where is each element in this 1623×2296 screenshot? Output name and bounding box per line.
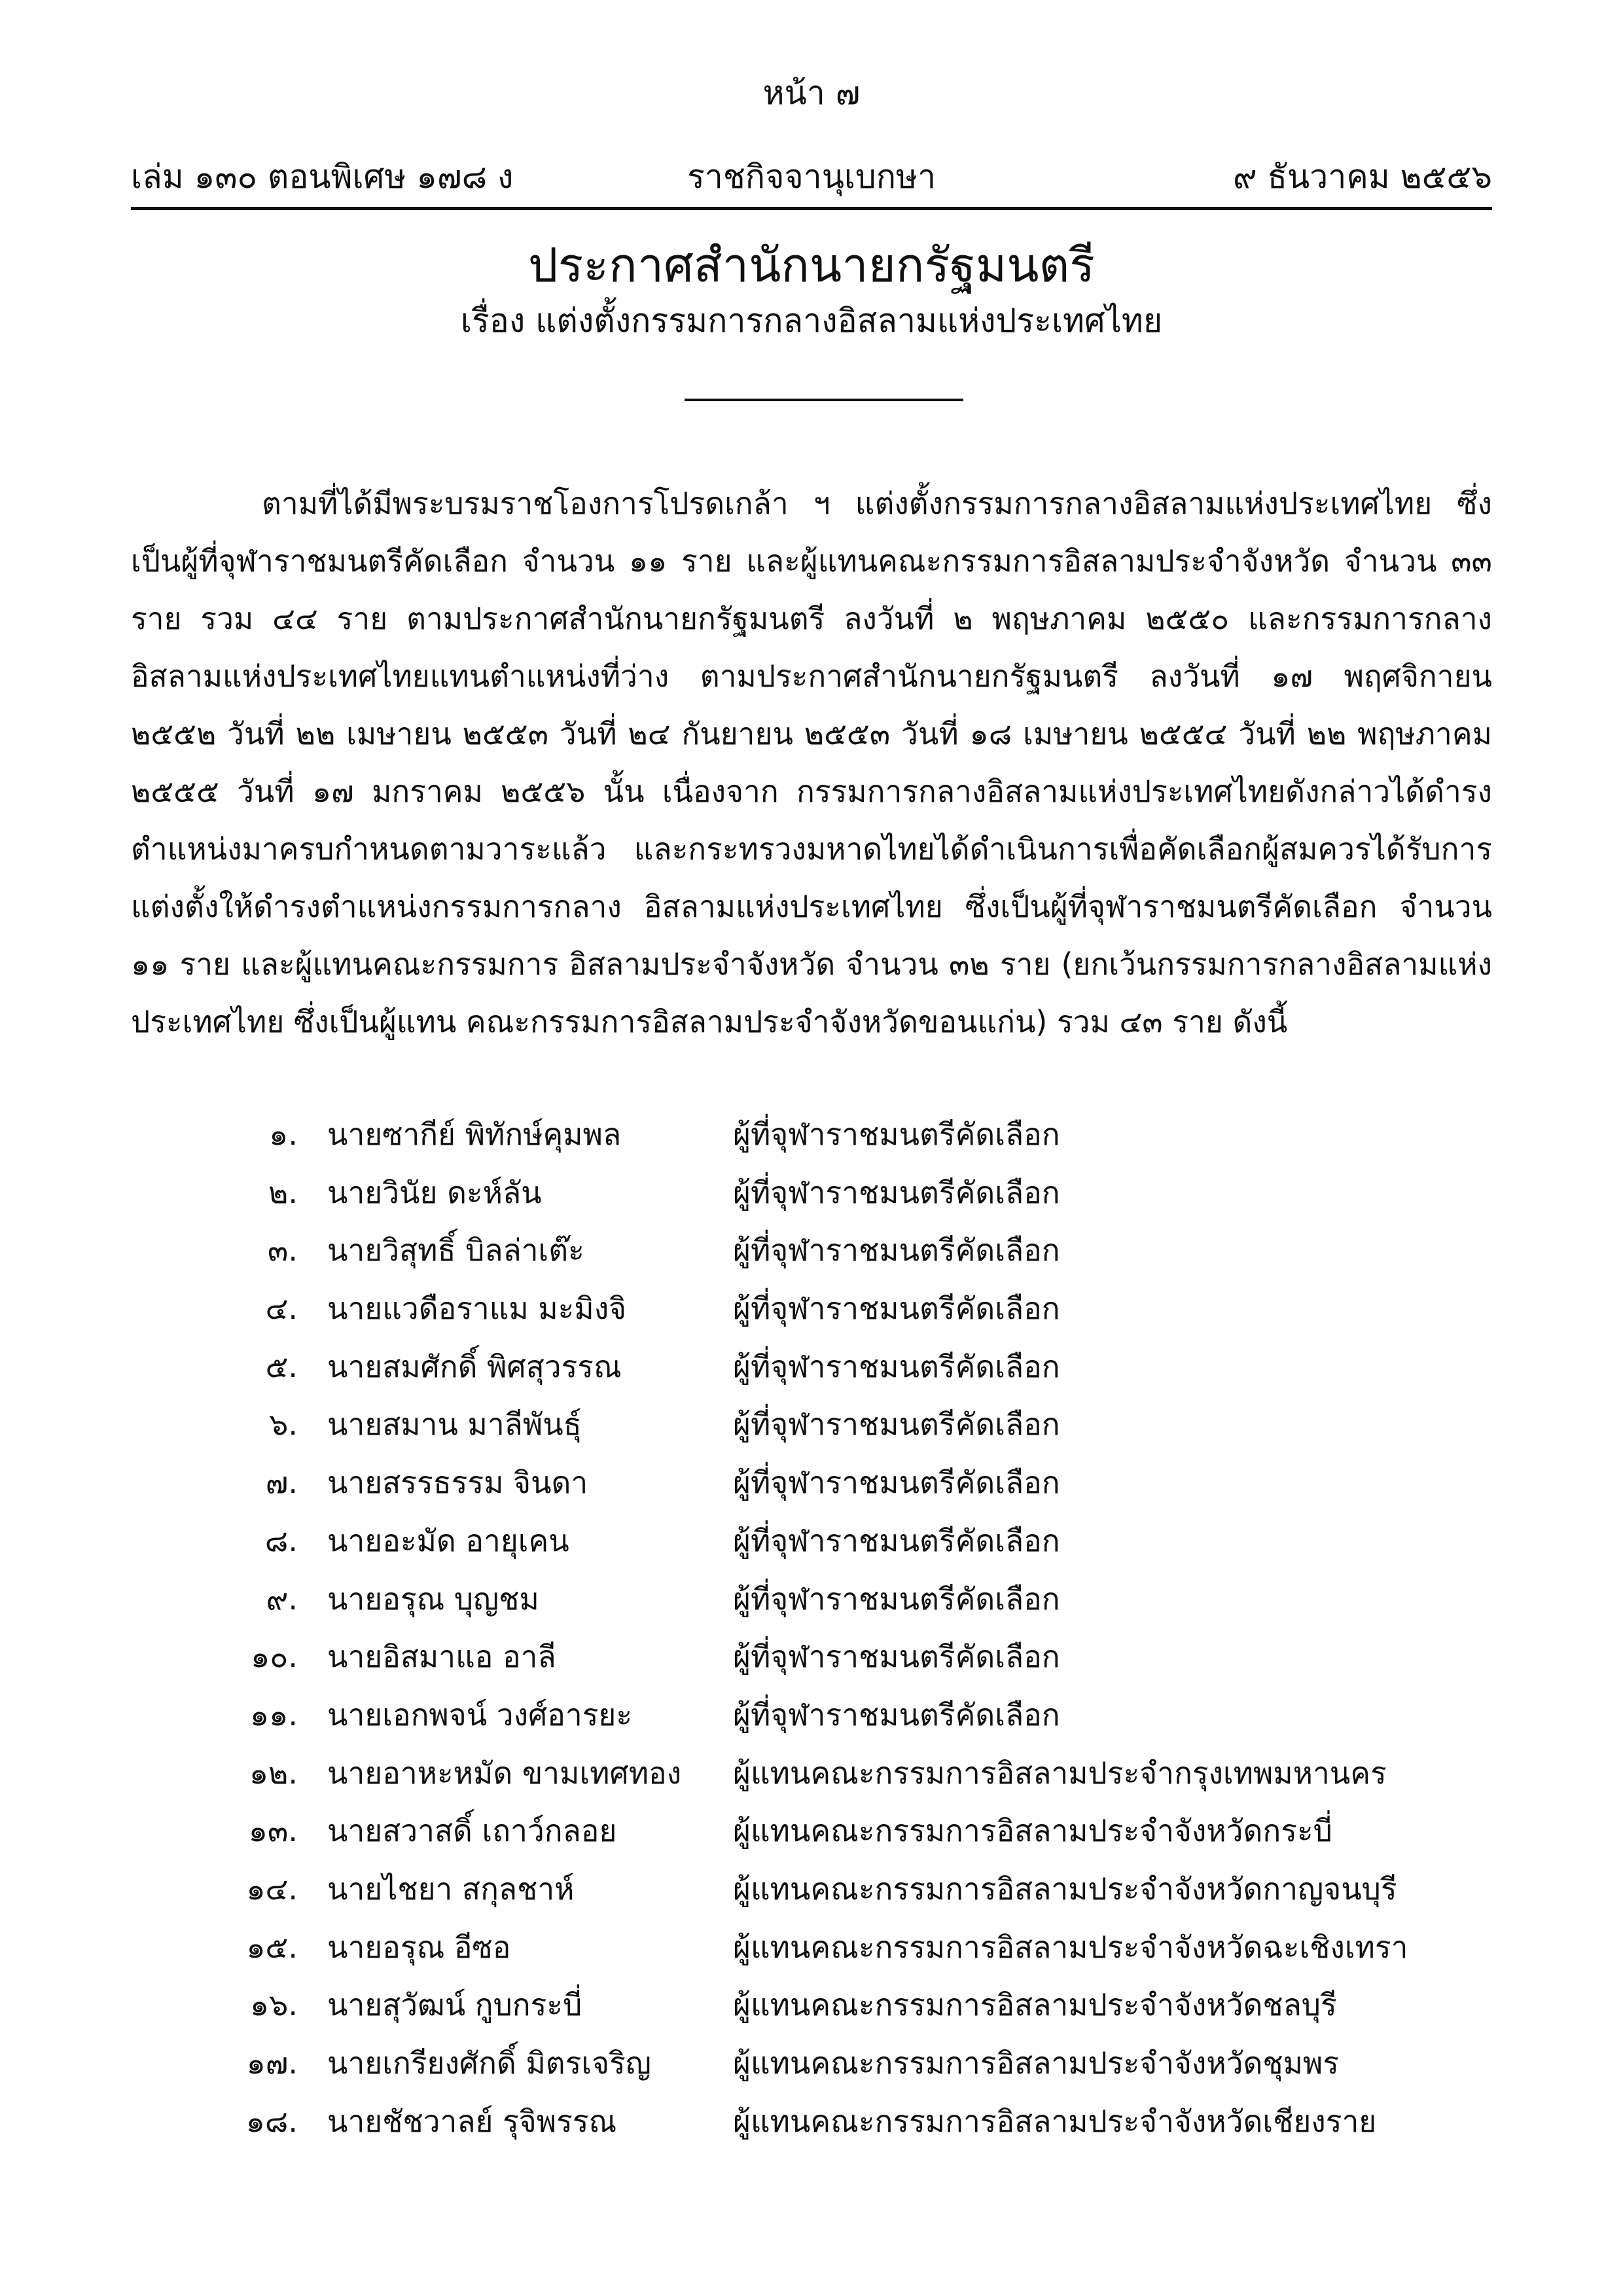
member-number: ๒.	[268, 1174, 298, 1210]
member-role: ผู้ที่จุฬาราชมนตรีคัดเลือก	[733, 1639, 1060, 1675]
member-name: นายอรุณ อีซอ	[327, 1929, 511, 1965]
list-item	[0, 1512, 1623, 1570]
list-item	[0, 1744, 1623, 1803]
member-number: ๘.	[264, 1522, 298, 1558]
list-item	[0, 1686, 1623, 1744]
body-paragraph: ตามที่ได้มีพระบรมราชโองการโปรดเกล้า ฯ แต่งตั้งกรรมการกลางอิสลามแห่งประเทศไทย ซึ่งเป็นผู้ที่จุฬาราชมนตรีคัดเลือก จำนวน ๑๑ ราย และผู้แทนคณะกรรมการอิสลามประจำจังหวัด จำนวน ๓๓ ราย รวม ๔๔ ราย ตามประกาศสำนักนายกรัฐมนตรี ลงวันที่ ๒ พฤษภาคม ๒๕๕๐ และกรรมการกลางอิสลามแห่งประเทศไทยแทนตำแหน่งที่ว่าง ตามประกาศสำนักนายกรัฐมนตรี ลงวันที่ ๑๗ พฤศจิกายน ๒๕๕๒ วันที่ ๒๒ เมษายน ๒๕๕๓ วันที่ ๒๔ กันยายน ๒๕๕๓ วันที่ ๑๘ เมษายน ๒๕๕๔ วันที่ ๒๒ พฤษภาคม ๒๕๕๕ วันที่ ๑๗ มกราคม ๒๕๕๖ นั้น เนื่องจาก กรรมการกลางอิสลามแห่งประเทศไทยดังกล่าวได้ดำรงตำแหน่งมาครบกำหนดตามวาระแล้ว และกระทรวงมหาดไทยได้ดำเนินการเพื่อคัดเลือกผู้สมควรได้รับการแต่งตั้งให้ดำรงตำแหน่งกรรมการกลาง อิสลามแห่งประเทศไทย ซึ่งเป็นผู้ที่จุฬาราชมนตรีคัดเลือก จำนวน ๑๑ ราย และผู้แทนคณะกรรมการ อิสลามประจำจังหวัด จำนวน ๓๒ ราย (ยกเว้นกรรมการกลางอิสลามแห่งประเทศไทย ซึ่งเป็นผู้แทน คณะกรรมการอิสลามประจำจังหวัดขอนแก่น) รวม ๔๓ ราย ดังนี้	[131, 486, 1492, 1039]
list-item	[0, 1918, 1623, 1977]
list-item	[0, 2092, 1623, 2151]
member-role: ผู้ที่จุฬาราชมนตรีคัดเลือก	[733, 1581, 1060, 1617]
member-number: ๙.	[266, 1581, 298, 1617]
list-item	[0, 1454, 1623, 1512]
list-item	[0, 1164, 1623, 1222]
member-list	[0, 1105, 1623, 2150]
member-number: ๑๔.	[246, 1871, 298, 1907]
list-item	[0, 1628, 1623, 1686]
member-role: ผู้แทนคณะกรรมการอิสลามประจำจังหวัดกระบี่	[733, 1813, 1332, 1849]
header-divider	[131, 207, 1492, 210]
member-role: ผู้แทนคณะกรรมการอิสลามประจำจังหวัดเชียงราย	[733, 2103, 1377, 2139]
member-role: ผู้ที่จุฬาราชมนตรีคัดเลือก	[733, 1696, 1060, 1732]
member-name: นายแวดือราแม มะมิงจิ	[327, 1291, 627, 1327]
member-role: ผู้ที่จุฬาราชมนตรีคัดเลือก	[733, 1348, 1060, 1384]
member-role: ผู้ที่จุฬาราชมนตรีคัดเลือก	[733, 1407, 1060, 1443]
member-name: นายเอกพจน์ วงศ์อารยะ	[327, 1696, 633, 1732]
page-number: หน้า ๗	[762, 74, 861, 112]
member-role: ผู้ที่จุฬาราชมนตรีคัดเลือก	[733, 1232, 1060, 1268]
list-item	[0, 1105, 1623, 1164]
member-number: ๓.	[267, 1232, 298, 1268]
announcement-title: ประกาศสำนักนายกรัฐมนตรี	[528, 238, 1095, 293]
member-role: ผู้แทนคณะกรรมการอิสลามประจำกรุงเทพมหานคร	[733, 1755, 1387, 1791]
member-role: ผู้แทนคณะกรรมการอิสลามประจำจังหวัดฉะเชิงเทรา	[733, 1929, 1408, 1965]
member-name: นายเกรียงศักดิ์ มิตรเจริญ	[327, 2045, 651, 2081]
member-number: ๑๓.	[248, 1813, 298, 1849]
member-number: ๑๑.	[249, 1696, 298, 1732]
member-number: ๑๕.	[246, 1929, 298, 1965]
member-role: ผู้แทนคณะกรรมการอิสลามประจำจังหวัดกาญจนบุรี	[733, 1871, 1397, 1907]
list-item	[0, 1570, 1623, 1628]
list-item	[0, 1976, 1623, 2034]
member-name: นายวินัย ดะห์ลัน	[327, 1174, 542, 1210]
member-number: ๑๖.	[249, 1987, 298, 2023]
member-role: ผู้ที่จุฬาราชมนตรีคัดเลือก	[733, 1174, 1060, 1210]
member-number: ๑๐.	[251, 1639, 298, 1675]
member-name: นายอะมัด อายุเคน	[327, 1522, 569, 1558]
member-role: ผู้ที่จุฬาราชมนตรีคัดเลือก	[733, 1465, 1060, 1501]
member-role: ผู้ที่จุฬาราชมนตรีคัดเลือก	[733, 1291, 1060, 1327]
member-name: นายสวาสดิ์ เถาว์กลอย	[327, 1813, 617, 1849]
member-number: ๖.	[269, 1407, 298, 1443]
list-item	[0, 1395, 1623, 1454]
member-number: ๑๗.	[246, 2045, 298, 2081]
member-name: นายอาหะหมัด ขามเทศทอง	[327, 1755, 682, 1791]
list-item	[0, 2034, 1623, 2092]
member-number: ๕.	[265, 1348, 298, 1384]
volume-issue: เล่ม ๑๓๐ ตอนพิเศษ ๑๗๘ ง	[131, 158, 514, 196]
member-role: ผู้แทนคณะกรรมการอิสลามประจำจังหวัดชลบุรี	[733, 1987, 1337, 2023]
publication-date: ๙ ธันวาคม ๒๕๕๖	[1232, 158, 1492, 196]
gazette-name: ราชกิจจานุเบกษา	[687, 158, 936, 196]
member-name: นายชัชวาลย์ รุจิพรรณ	[327, 2103, 617, 2139]
member-name: นายสมาน มาลีพันธุ์	[327, 1407, 582, 1443]
member-name: นายสุวัฒน์ กูบกระบี่	[327, 1987, 582, 2023]
member-name: นายวิสุทธิ์ บิลล่าเต๊ะ	[327, 1232, 584, 1268]
list-item	[0, 1280, 1623, 1338]
member-number: ๔.	[265, 1291, 298, 1327]
member-name: นายอรุณ บุญชม	[327, 1581, 539, 1617]
list-item	[0, 1860, 1623, 1918]
list-item	[0, 1802, 1623, 1860]
member-role: ผู้ที่จุฬาราชมนตรีคัดเลือก	[733, 1522, 1060, 1558]
member-name: นายอิสมาแอ อาลี	[327, 1639, 556, 1675]
member-name: นายไชยา สกุลชาห์	[327, 1871, 575, 1907]
member-name: นายซากีย์ พิทักษ์คุมพล	[327, 1117, 622, 1152]
list-item	[0, 1221, 1623, 1280]
member-number: ๑๒.	[249, 1755, 298, 1791]
member-name: นายสรรธรรม จินดา	[327, 1465, 588, 1501]
member-number: ๗.	[265, 1465, 298, 1501]
member-number: ๑.	[269, 1117, 298, 1152]
announcement-subject: เรื่อง แต่งตั้งกรรมการกลางอิสลามแห่งประเทศไทย	[460, 302, 1163, 340]
member-role: ผู้แทนคณะกรรมการอิสลามประจำจังหวัดชุมพร	[733, 2045, 1339, 2081]
member-name: นายสมศักดิ์ พิศสุวรรณ	[327, 1348, 622, 1384]
member-number: ๑๘.	[245, 2103, 298, 2139]
title-divider	[685, 399, 963, 401]
list-item	[0, 1338, 1623, 1396]
member-role: ผู้ที่จุฬาราชมนตรีคัดเลือก	[733, 1117, 1060, 1152]
